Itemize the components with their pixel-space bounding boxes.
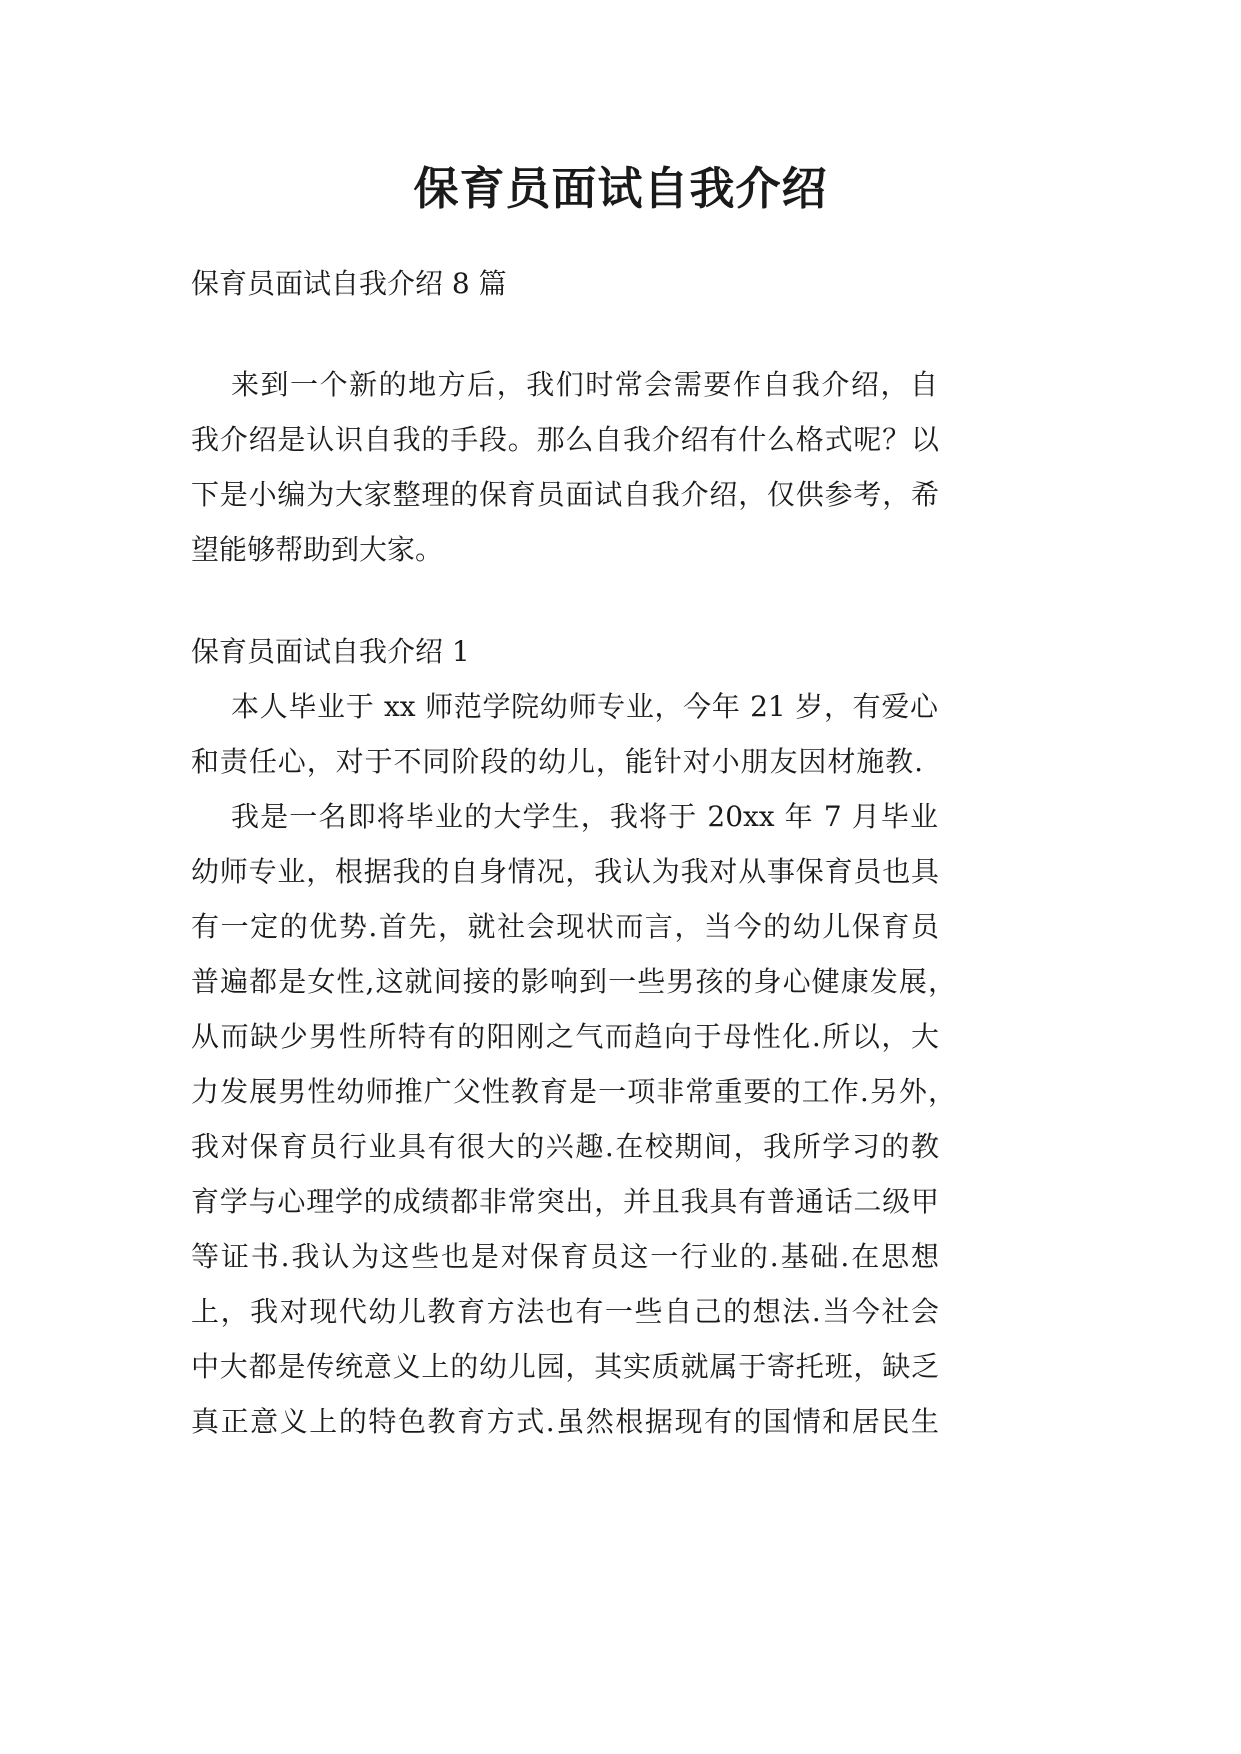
document-subtitle: 保育员面试自我介绍 8 篇 — [191, 267, 507, 300]
body-line: 有一定的优势.首先，就社会现状而言，当今的幼儿保育员 — [191, 910, 939, 943]
section-heading: 保育员面试自我介绍 1 — [191, 635, 470, 668]
document-title: 保育员面试自我介绍 — [413, 162, 828, 215]
body-line: 上，我对现代幼儿教育方法也有一些自己的想法.当今社会 — [191, 1295, 939, 1328]
intro-line: 下是小编为大家整理的保育员面试自我介绍，仅供参考，希 — [191, 478, 939, 511]
body-line: 育学与心理学的成绩都非常突出，并且我具有普通话二级甲 — [191, 1185, 939, 1218]
body-line: 本人毕业于 xx 师范学院幼师专业，今年 21 岁，有爱心 — [231, 690, 938, 723]
body-line: 等证书.我认为这些也是对保育员这一行业的.基础.在思想 — [191, 1240, 939, 1273]
body-line: 普遍都是女性,这就间接的影响到一些男孩的身心健康发展， — [191, 965, 956, 998]
body-line: 我对保育员行业具有很大的兴趣.在校期间，我所学习的教 — [191, 1130, 939, 1163]
body-line: 幼师专业，根据我的自身情况，我认为我对从事保育员也具 — [191, 855, 939, 888]
body-line: 从而缺少男性所特有的阳刚之气而趋向于母性化.所以，大 — [191, 1020, 939, 1053]
body-line: 力发展男性幼师推广父性教育是一项非常重要的工作.另外， — [191, 1075, 956, 1108]
body-line: 和责任心，对于不同阶段的幼儿，能针对小朋友因材施教. — [191, 745, 923, 778]
body-line: 真正意义上的特色教育方式.虽然根据现有的国情和居民生 — [191, 1405, 939, 1438]
intro-line: 来到一个新的地方后，我们时常会需要作自我介绍，自 — [231, 368, 938, 401]
body-line: 中大都是传统意义上的幼儿园，其实质就属于寄托班，缺乏 — [191, 1350, 939, 1383]
intro-line: 望能够帮助到大家。 — [191, 533, 444, 566]
body-line: 我是一名即将毕业的大学生，我将于 20xx 年 7 月毕业 — [231, 800, 938, 833]
intro-line: 我介绍是认识自我的手段。那么自我介绍有什么格式呢？以 — [191, 423, 939, 456]
